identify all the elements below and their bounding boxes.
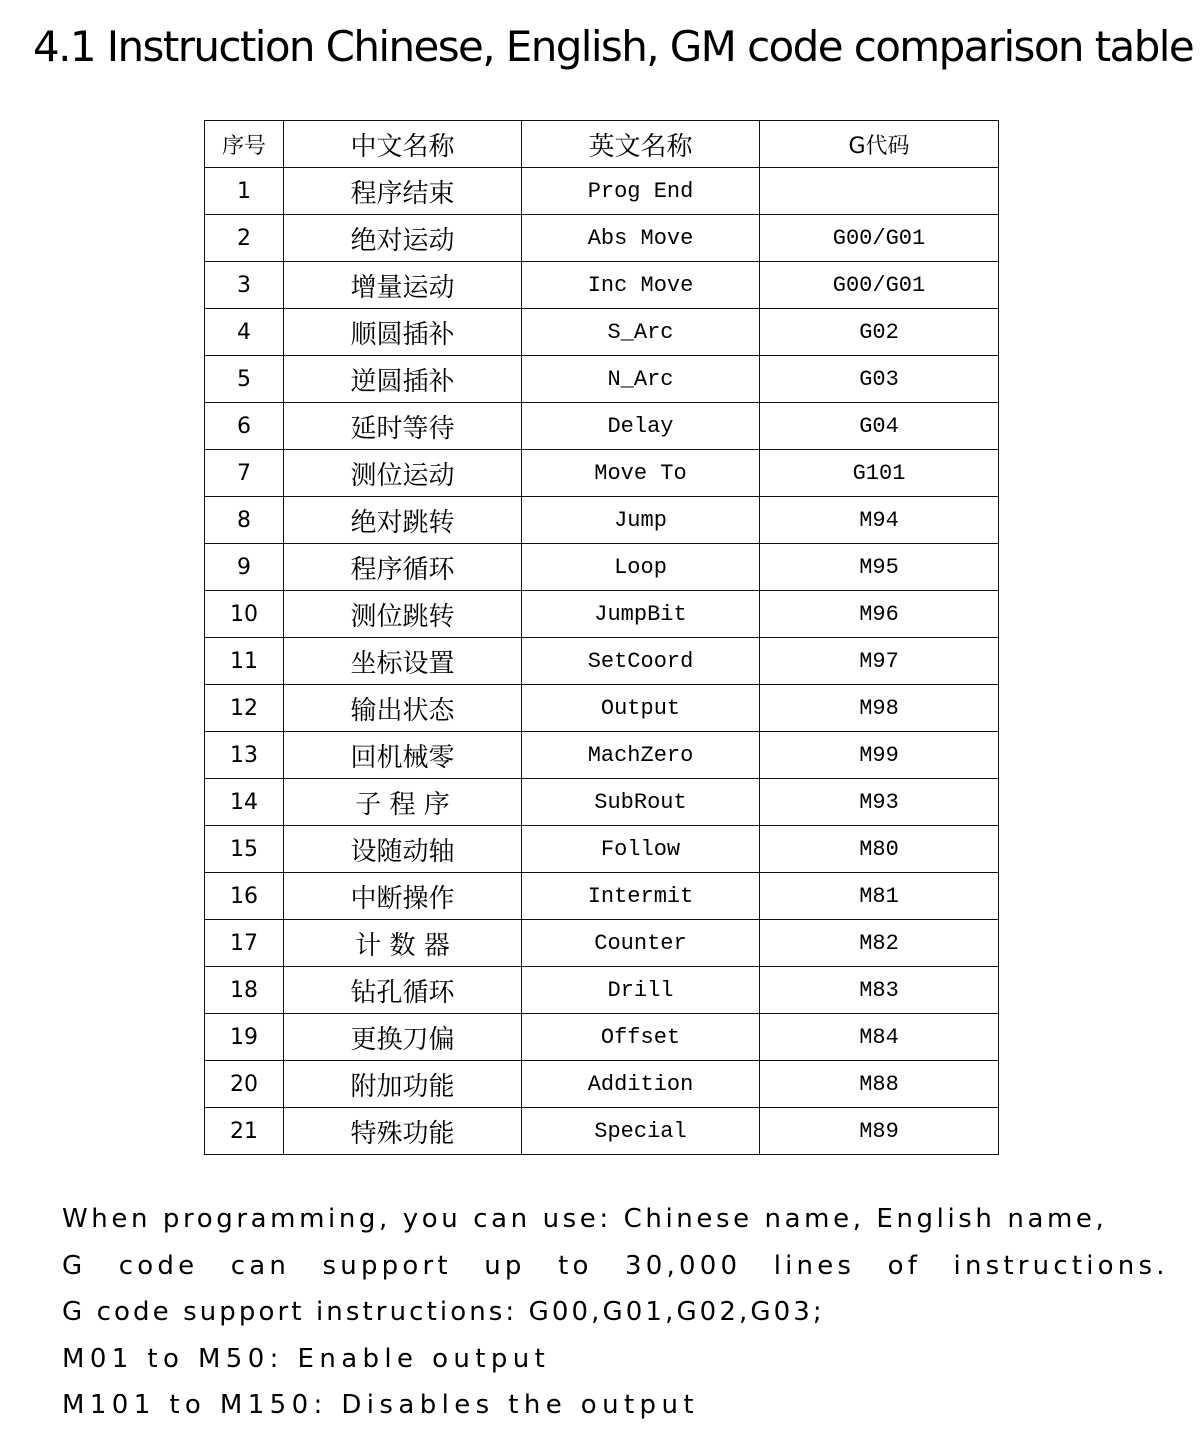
table-row bbox=[205, 497, 999, 544]
cell-index: 21 bbox=[205, 1108, 284, 1155]
cell-english-name: Addition bbox=[522, 1061, 760, 1108]
cell-index: 11 bbox=[205, 638, 284, 685]
cell-index: 7 bbox=[205, 450, 284, 497]
cell-chinese-name: 钻孔循环 bbox=[284, 967, 522, 1014]
cell-g-code: M81 bbox=[760, 873, 999, 920]
table-row bbox=[205, 826, 999, 873]
cell-index: 9 bbox=[205, 544, 284, 591]
table-row bbox=[205, 920, 999, 967]
cell-english-name: Follow bbox=[522, 826, 760, 873]
cell-english-name: Abs Move bbox=[522, 215, 760, 262]
cell-g-code: M82 bbox=[760, 920, 999, 967]
table-row bbox=[205, 967, 999, 1014]
header-index: 序号 bbox=[205, 121, 284, 168]
header-g-code: G代码 bbox=[760, 121, 999, 168]
cell-g-code: G04 bbox=[760, 403, 999, 450]
cell-chinese-name: 子 程 序 bbox=[284, 779, 522, 826]
cell-g-code: G00/G01 bbox=[760, 262, 999, 309]
cell-chinese-name: 增量运动 bbox=[284, 262, 522, 309]
cell-chinese-name: 附加功能 bbox=[284, 1061, 522, 1108]
cell-chinese-name: 测位跳转 bbox=[284, 591, 522, 638]
cell-g-code: M93 bbox=[760, 779, 999, 826]
cell-chinese-name: 中断操作 bbox=[284, 873, 522, 920]
cell-g-code: M80 bbox=[760, 826, 999, 873]
table-row bbox=[205, 685, 999, 732]
cell-g-code: M84 bbox=[760, 1014, 999, 1061]
cell-chinese-name: 输出状态 bbox=[284, 685, 522, 732]
cell-index: 19 bbox=[205, 1014, 284, 1061]
cell-g-code: M99 bbox=[760, 732, 999, 779]
cell-g-code: M88 bbox=[760, 1061, 999, 1108]
table-row bbox=[205, 779, 999, 826]
cell-index: 15 bbox=[205, 826, 284, 873]
cell-chinese-name: 测位运动 bbox=[284, 450, 522, 497]
cell-g-code: M83 bbox=[760, 967, 999, 1014]
cell-index: 10 bbox=[205, 591, 284, 638]
cell-chinese-name: 回机械零 bbox=[284, 732, 522, 779]
cell-english-name: Prog End bbox=[522, 168, 760, 215]
cell-index: 12 bbox=[205, 685, 284, 732]
table-row bbox=[205, 450, 999, 497]
table-body bbox=[205, 168, 999, 1155]
cell-index: 17 bbox=[205, 920, 284, 967]
table-row bbox=[205, 638, 999, 685]
cell-index: 5 bbox=[205, 356, 284, 403]
cell-chinese-name: 特殊功能 bbox=[284, 1108, 522, 1155]
table-row bbox=[205, 1014, 999, 1061]
cell-english-name: S_Arc bbox=[522, 309, 760, 356]
note-line: G code can support up to 30,000 lines of instructions. bbox=[62, 1250, 1169, 1281]
cell-english-name: Offset bbox=[522, 1014, 760, 1061]
table-row bbox=[205, 309, 999, 356]
header-english-name: 英文名称 bbox=[522, 121, 760, 168]
note-line: M01 to M50: Enable output bbox=[62, 1343, 551, 1374]
cell-g-code: G101 bbox=[760, 450, 999, 497]
cell-g-code bbox=[760, 168, 999, 215]
cell-index: 20 bbox=[205, 1061, 284, 1108]
cell-chinese-name: 程序循环 bbox=[284, 544, 522, 591]
cell-index: 3 bbox=[205, 262, 284, 309]
cell-g-code: G02 bbox=[760, 309, 999, 356]
cell-chinese-name: 延时等待 bbox=[284, 403, 522, 450]
cell-english-name: Output bbox=[522, 685, 760, 732]
table-row bbox=[205, 168, 999, 215]
cell-english-name: Loop bbox=[522, 544, 760, 591]
table-row bbox=[205, 1108, 999, 1155]
cell-index: 1 bbox=[205, 168, 284, 215]
cell-g-code: G00/G01 bbox=[760, 215, 999, 262]
cell-chinese-name: 坐标设置 bbox=[284, 638, 522, 685]
cell-english-name: Intermit bbox=[522, 873, 760, 920]
table-row bbox=[205, 544, 999, 591]
cell-g-code: M95 bbox=[760, 544, 999, 591]
cell-index: 8 bbox=[205, 497, 284, 544]
table-row bbox=[205, 262, 999, 309]
cell-g-code: M89 bbox=[760, 1108, 999, 1155]
page-title: 4.1 Instruction Chinese, English, GM code comparison table bbox=[33, 22, 1194, 71]
cell-index: 14 bbox=[205, 779, 284, 826]
cell-chinese-name: 设随动轴 bbox=[284, 826, 522, 873]
cell-index: 18 bbox=[205, 967, 284, 1014]
programming-notes bbox=[62, 1196, 1169, 1429]
table-row bbox=[205, 356, 999, 403]
cell-index: 2 bbox=[205, 215, 284, 262]
cell-index: 13 bbox=[205, 732, 284, 779]
cell-g-code: M98 bbox=[760, 685, 999, 732]
cell-english-name: Move To bbox=[522, 450, 760, 497]
note-line: M101 to M150: Disables the output bbox=[62, 1390, 699, 1420]
table-row bbox=[205, 215, 999, 262]
table-row bbox=[205, 1061, 999, 1108]
table-row bbox=[205, 403, 999, 450]
cell-english-name: SubRout bbox=[522, 779, 760, 826]
cell-english-name: Jump bbox=[522, 497, 760, 544]
table-row bbox=[205, 591, 999, 638]
cell-chinese-name: 逆圆插补 bbox=[284, 356, 522, 403]
cell-chinese-name: 计 数 器 bbox=[284, 920, 522, 967]
cell-english-name: Counter bbox=[522, 920, 760, 967]
note-line: When programming, you can use: Chinese name, English name, bbox=[62, 1204, 1108, 1234]
cell-english-name: MachZero bbox=[522, 732, 760, 779]
cell-g-code: M96 bbox=[760, 591, 999, 638]
cell-index: 4 bbox=[205, 309, 284, 356]
cell-chinese-name: 程序结束 bbox=[284, 168, 522, 215]
header-chinese-name: 中文名称 bbox=[284, 121, 522, 168]
cell-english-name: SetCoord bbox=[522, 638, 760, 685]
cell-english-name: Special bbox=[522, 1108, 760, 1155]
cell-g-code: M94 bbox=[760, 497, 999, 544]
table-row bbox=[205, 732, 999, 779]
table-header-row bbox=[205, 121, 999, 168]
cell-chinese-name: 绝对跳转 bbox=[284, 497, 522, 544]
table-row bbox=[205, 873, 999, 920]
cell-english-name: Drill bbox=[522, 967, 760, 1014]
cell-chinese-name: 更换刀偏 bbox=[284, 1014, 522, 1061]
cell-english-name: Delay bbox=[522, 403, 760, 450]
cell-index: 16 bbox=[205, 873, 284, 920]
cell-g-code: G03 bbox=[760, 356, 999, 403]
cell-index: 6 bbox=[205, 403, 284, 450]
cell-english-name: N_Arc bbox=[522, 356, 760, 403]
instruction-comparison-table bbox=[204, 120, 999, 1155]
cell-chinese-name: 顺圆插补 bbox=[284, 309, 522, 356]
cell-chinese-name: 绝对运动 bbox=[284, 215, 522, 262]
cell-english-name: Inc Move bbox=[522, 262, 760, 309]
cell-english-name: JumpBit bbox=[522, 591, 760, 638]
note-line: G code support instructions: G00,G01,G02,G03; bbox=[62, 1297, 825, 1327]
cell-g-code: M97 bbox=[760, 638, 999, 685]
